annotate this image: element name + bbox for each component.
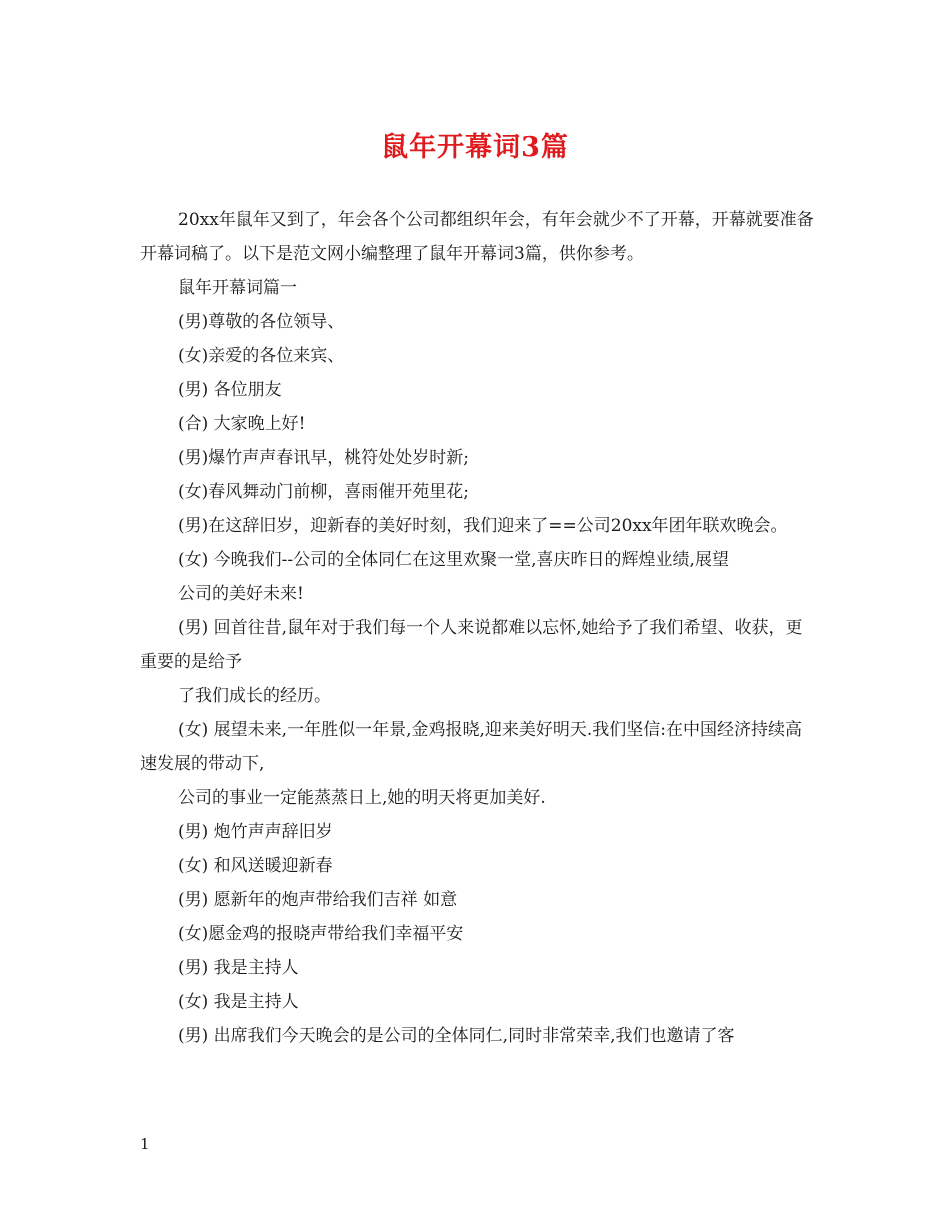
document-body [140, 203, 816, 1053]
paragraph: (男) 出席我们今天晚会的是公司的全体同仁,同时非常荣幸,我们也邀请了客 [178, 1026, 735, 1046]
paragraph: (男) 各位朋友 [178, 380, 282, 400]
page-number: 1 [140, 1135, 150, 1153]
paragraph: (男)尊敬的各位领导、 [178, 312, 345, 332]
paragraph: (男)爆竹声声春讯早，桃符处处岁时新; [178, 448, 469, 468]
paragraph: (女) 今晚我们--公司的全体同仁在这里欢聚一堂,喜庆昨日的辉煌业绩,展望 [178, 550, 729, 570]
paragraph: (女)春风舞动门前柳，喜雨催开苑里花; [178, 482, 469, 502]
paragraph: (合) 大家晚上好! [178, 414, 306, 434]
paragraph: (男)在这辞旧岁，迎新春的美好时刻，我们迎来了==公司20xx年团年联欢晚会。 [178, 516, 788, 536]
paragraph: (男) 愿新年的炮声带给我们吉祥 如意 [178, 890, 458, 910]
paragraph: 公司的事业一定能蒸蒸日上,她的明天将更加美好. [178, 788, 546, 808]
document-title: 鼠年开幕词3篇 [381, 132, 569, 163]
paragraph: (女) 和风送暖迎新春 [178, 856, 333, 876]
paragraph: 20xx年鼠年又到了，年会各个公司都组织年会，有年会就少不了开幕，开幕就要准备开幕词稿了。以下是范文网小编整理了鼠年开幕词3篇，供你参考。 [140, 210, 814, 264]
paragraph: 了我们成长的经历。 [178, 686, 331, 706]
paragraph: (男) 回首往昔,鼠年对于我们每一个人来说都难以忘怀,她给予了我们希望、收获，更重要的是给予 [140, 618, 803, 672]
paragraph: (男) 炮竹声声辞旧岁 [178, 822, 333, 842]
paragraph: (女)愿金鸡的报晓声带给我们幸福平安 [178, 924, 464, 944]
paragraph: 鼠年开幕词篇一 [178, 278, 297, 298]
paragraph: (女) 展望未来,一年胜似一年景,金鸡报晓,迎来美好明天.我们坚信:在中国经济持续高速发展的带动下, [140, 720, 803, 774]
paragraph: (女) 我是主持人 [178, 992, 299, 1012]
paragraph: (男) 我是主持人 [178, 958, 299, 978]
paragraph: (女)亲爱的各位来宾、 [178, 346, 345, 366]
paragraph: 公司的美好未来! [178, 584, 304, 604]
